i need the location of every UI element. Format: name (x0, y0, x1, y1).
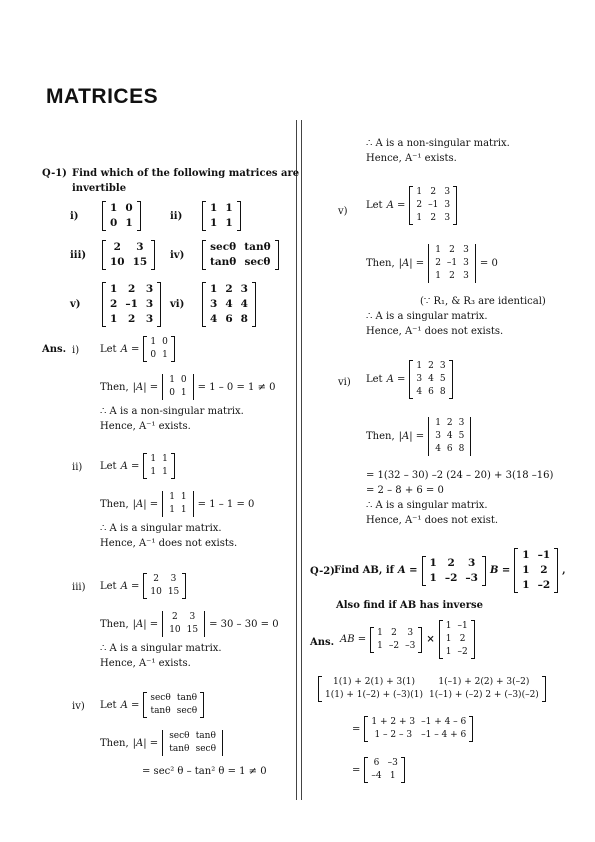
then-row (366, 244, 498, 283)
q2-also: Also find if AB has inverse (336, 600, 483, 611)
q1-option (170, 282, 256, 327)
q2-ab-row (340, 620, 475, 659)
q1-option-label: i) (70, 210, 79, 222)
matrix-cell: 0 (162, 337, 168, 347)
det-lhs: |A| = (398, 258, 425, 269)
matrix-cell: –1 – 4 + 6 (421, 730, 467, 740)
comma: , (562, 565, 566, 576)
matrix-cell: 3 (468, 556, 476, 569)
matrix-cell: 1 (416, 361, 423, 371)
let-label: Let (366, 374, 383, 385)
matrix-cell: 1 (522, 579, 530, 591)
final-row (352, 757, 405, 783)
matrix-cell: secθ (169, 731, 190, 741)
result: = 0 (479, 258, 498, 269)
matrix-cell: 1 (445, 634, 452, 644)
matrix-cell: 2 (449, 271, 455, 281)
matrix-cell: 2 (391, 627, 397, 638)
q1-matrix (202, 282, 256, 327)
matrix-cell: 4 (428, 374, 434, 384)
matrix-cell: –2 (444, 571, 458, 584)
matrix-cell: 1(–1) + (–2) 2 + (–3)(–2) (428, 690, 539, 700)
matrix-cell: 1(–1) + 2(2) + 3(–2) (438, 677, 530, 687)
a-lhs: A = (397, 565, 418, 576)
matrix-cell: 1 (429, 571, 437, 584)
matrix-cell: 4 (225, 298, 233, 310)
times: × (426, 634, 435, 645)
matrix-b (514, 548, 558, 593)
matrix-cell: 3 (463, 271, 469, 281)
q1-matrix (102, 282, 161, 327)
matrix-cell: 3 (458, 418, 465, 428)
matrix-cell: 1 (225, 202, 233, 214)
matrix-cell: 2 (127, 283, 136, 295)
lhs: A = (120, 580, 140, 592)
part-number: vi) (338, 377, 351, 388)
matrix-cell: 1 (435, 418, 441, 428)
matrix-cell: 3 (463, 258, 469, 268)
matrix-cell: –2 (457, 647, 468, 657)
det-lhs: |A| = (132, 737, 159, 749)
let-row (100, 573, 186, 599)
matrix-cell: –3 (405, 640, 416, 651)
conclusion: ∴ A is a non-singular matrix. (100, 406, 244, 417)
matrix-a (409, 360, 452, 399)
column-divider (296, 120, 302, 800)
matrix-cell: 1 (110, 283, 118, 295)
matrix-cell: secθ (176, 706, 198, 716)
eq: = (352, 723, 361, 735)
matrix-cell: –1 (537, 549, 551, 561)
q1-option (170, 201, 241, 231)
b-lhs: B = (489, 565, 511, 576)
matrix-cell: 2 (435, 258, 441, 268)
lhs: A = (120, 343, 140, 355)
then-label: Then, (100, 737, 129, 749)
result: = 1 – 0 = 1 ≠ 0 (197, 381, 276, 393)
det-lhs: |A| = (132, 381, 159, 393)
matrix-cell: tanθ (176, 693, 198, 703)
matrix-cell: 1 (389, 771, 396, 781)
matrix-cell: –1 (457, 621, 468, 631)
matrix-cell: 4 (435, 444, 441, 454)
conclusion-2: Hence, A⁻¹ does not exist. (366, 515, 499, 526)
then-label: Then, (366, 258, 395, 269)
matrix-cell: 1 (150, 467, 157, 477)
let-label: Let (100, 699, 117, 711)
q1-question-2: invertible (72, 183, 127, 194)
conclusion: ∴ A is a singular matrix. (100, 643, 222, 654)
matrix-cell: 1 (435, 271, 441, 281)
matrix-cell: 3 (145, 313, 154, 325)
matrix-cell: 0 (169, 388, 175, 398)
iv-result: = sec² θ – tan² θ = 1 ≠ 0 (142, 766, 267, 777)
matrix-cell: 5 (458, 431, 465, 441)
lhs: A = (386, 200, 406, 211)
determinant (162, 730, 223, 756)
matrix-cell: 1 (416, 187, 423, 197)
matrix-cell: 3 (444, 200, 451, 210)
matrix-cell: 4 (240, 298, 248, 310)
matrix-a (143, 573, 186, 599)
part-number: i) (72, 345, 80, 356)
conclusion: ∴ A is a singular matrix. (100, 523, 222, 534)
matrix-cell: tanθ (169, 744, 190, 754)
matrix-cell: 3 (189, 612, 196, 622)
matrix-cell: 4 (210, 313, 218, 325)
determinant (162, 611, 205, 637)
then-label: Then, (100, 498, 129, 510)
matrix-cell: –2 (537, 579, 551, 591)
matrix-cell: 1 (110, 313, 118, 325)
product-sum (364, 716, 473, 742)
matrix-a (143, 692, 204, 718)
determinant (162, 491, 193, 517)
matrix-cell: 6 (225, 313, 233, 325)
matrix-cell: 6 (446, 444, 453, 454)
matrix-cell: 15 (167, 587, 180, 597)
matrix-cell: 3 (416, 374, 423, 384)
matrix-cell: 6 (373, 758, 380, 768)
part-number: ii) (72, 462, 83, 473)
matrix-a (143, 336, 174, 362)
matrix-cell: 1 (210, 202, 218, 214)
matrix-cell: 1 (180, 388, 187, 398)
let-row (366, 186, 457, 225)
q1-number: Q-1) (42, 168, 67, 179)
let-label: Let (100, 580, 117, 592)
matrix-cell: 1 (169, 492, 175, 502)
v-prev-conclusion-2: Hence, A⁻¹ exists. (366, 153, 457, 164)
matrix-cell: 1 (416, 213, 423, 223)
matrix-cell: –4 (371, 771, 382, 781)
then-row (366, 417, 471, 456)
let-row (100, 692, 204, 718)
matrix-cell: 1 – 2 – 3 (374, 730, 413, 740)
matrix-a (370, 627, 422, 653)
matrix-cell: 1 (210, 217, 218, 229)
q1-option-label: vi) (170, 299, 185, 310)
matrix-cell: –1 (446, 258, 458, 268)
determinant (162, 374, 193, 400)
matrix-cell: 3 (145, 298, 154, 310)
matrix-cell: 8 (458, 444, 465, 454)
conclusion-2: Hence, A⁻¹ does not exists. (100, 538, 238, 549)
then-label: Then, (100, 618, 129, 630)
matrix-cell: 2 (428, 361, 434, 371)
page-title: MATRICES (46, 85, 159, 108)
matrix-cell: 15 (186, 625, 199, 635)
matrix-cell: 3 (407, 627, 414, 638)
matrix-cell: tanθ (210, 256, 237, 268)
matrix-cell: 2 (153, 574, 159, 584)
product-result (364, 757, 404, 783)
matrix-cell: 2 (225, 283, 233, 295)
matrix-cell: 3 (240, 283, 248, 295)
matrix-cell: 1 (162, 350, 168, 360)
q1-matrix (202, 240, 279, 270)
matrix-cell: 3 (444, 213, 451, 223)
result: = 30 – 30 = 0 (209, 618, 279, 630)
part-number: iv) (72, 701, 85, 712)
conclusion-2: Hence, A⁻¹ exists. (100, 658, 191, 669)
matrix-cell: 1 (180, 505, 187, 515)
matrix-cell: 1 (445, 647, 452, 657)
product-expansion (318, 676, 546, 702)
matrix-cell: 2 (446, 418, 453, 428)
q2-ans-label: Ans. (310, 637, 335, 648)
matrix-cell: 1 (377, 627, 383, 638)
matrix-cell: 1 (162, 454, 168, 464)
matrix-cell: 2 (540, 564, 548, 576)
matrix-a (409, 186, 457, 225)
q1-option-label: v) (70, 299, 81, 310)
matrix-cell: 1 (180, 492, 187, 502)
matrix-cell: –1 (125, 298, 138, 310)
matrix-cell: secθ (210, 241, 237, 253)
let-row (100, 453, 175, 479)
matrix-cell: 2 (449, 245, 455, 255)
matrix-cell: 15 (132, 256, 148, 268)
matrix-cell: 3 (439, 361, 446, 371)
det-lhs: |A| = (132, 618, 159, 630)
lhs: A = (120, 699, 140, 711)
q1-option (70, 240, 155, 270)
matrix-cell: 6 (428, 387, 434, 397)
matrix-cell: 3 (435, 431, 441, 441)
matrix-cell: 1 (445, 621, 452, 631)
matrix-cell: 8 (240, 313, 248, 325)
matrix-cell: 0 (125, 202, 133, 214)
matrix-cell: 1 (125, 217, 133, 229)
matrix-cell: –3 (465, 571, 478, 584)
matrix-cell: tanθ (150, 706, 171, 716)
matrix-cell: 1(1) + 2(1) + 3(1) (333, 677, 415, 687)
matrix-cell: 1 (169, 505, 175, 515)
result: = 1 – 1 = 0 (197, 498, 255, 510)
q1-matrix (202, 201, 241, 231)
matrix-cell: –1 (428, 200, 439, 210)
q1-matrix (102, 201, 141, 231)
q1-option-label: iii) (70, 249, 87, 261)
matrix-cell: 3 (145, 283, 154, 295)
then-row (100, 491, 254, 517)
matrix-cell: 2 (110, 298, 118, 310)
matrix-cell: 1 (150, 454, 157, 464)
matrix-cell: 0 (180, 375, 187, 385)
sum-row (352, 716, 473, 742)
matrix-cell: secθ (195, 744, 216, 754)
matrix-cell: 3 (170, 574, 177, 584)
matrix-cell: 1 (377, 640, 383, 651)
matrix-cell: 2 (113, 241, 121, 253)
matrix-cell: 1 (210, 283, 218, 295)
matrix-cell: 4 (416, 387, 423, 397)
det-lhs: |A| = (132, 498, 159, 510)
matrix-cell: –1 + 4 – 6 (421, 717, 467, 727)
then-row (100, 730, 223, 756)
matrix-cell: 10 (150, 587, 162, 597)
matrix-cell: 1 (150, 337, 157, 347)
matrix-cell: 5 (439, 374, 446, 384)
expansion-row (318, 676, 546, 702)
matrix-a (422, 556, 486, 586)
matrix-cell: 2 (430, 187, 437, 197)
matrix-cell: 8 (439, 387, 446, 397)
q1-option (70, 282, 161, 327)
matrix-b (439, 620, 475, 659)
then-row (100, 374, 276, 400)
then-label: Then, (366, 431, 395, 442)
step-1: = 1(32 – 30) –2 (24 – 20) + 3(18 –16) (366, 470, 554, 481)
lhs: A = (386, 374, 406, 385)
matrix-cell: 1 (169, 375, 175, 385)
matrix-cell: 2 (459, 634, 466, 644)
matrix-cell: tanθ (195, 731, 216, 741)
matrix-cell: 2 (127, 313, 136, 325)
matrix-cell: 2 (447, 556, 455, 569)
v-prev-conclusion-1: ∴ A is a non-singular matrix. (366, 138, 510, 149)
matrix-cell: 2 (430, 213, 437, 223)
matrix-cell: 1(1) + 1(–2) + (–3)(1) (325, 690, 423, 700)
matrix-a (143, 453, 174, 479)
matrix-cell: 10 (110, 256, 125, 268)
part-number: v) (338, 206, 348, 217)
q1-matrix (102, 240, 155, 270)
matrix-cell: 1 (435, 245, 441, 255)
determinant (428, 244, 476, 283)
matrix-cell: 1 (429, 556, 437, 569)
q1-option-label: ii) (170, 210, 183, 222)
matrix-cell: 3 (136, 241, 144, 253)
matrix-cell: 1 (522, 549, 530, 561)
q1-option (70, 201, 141, 231)
matrix-cell: –3 (387, 758, 398, 768)
determinant (428, 417, 471, 456)
let-label: Let (100, 460, 117, 472)
matrix-cell: 0 (110, 217, 118, 229)
matrix-cell: tanθ (244, 241, 271, 253)
q2-question: Find AB, if (334, 565, 394, 576)
conclusion: ∴ A is a singular matrix. (366, 311, 488, 322)
then-label: Then, (100, 381, 129, 393)
q1-option-label: iv) (170, 249, 185, 261)
q2-row (334, 548, 566, 593)
matrix-cell: 1 (225, 217, 233, 229)
matrix-cell: 1 + 2 + 3 (371, 717, 416, 727)
conclusion-2: Hence, A⁻¹ does not exists. (366, 326, 504, 337)
q1-question: Find which of the following matrices are (72, 168, 300, 179)
eq: = (352, 764, 361, 776)
step-2: = 2 – 8 + 6 = 0 (366, 485, 444, 496)
matrix-cell: 1 (110, 202, 118, 214)
let-row (366, 360, 453, 399)
ab-lhs: AB = (340, 634, 367, 645)
matrix-cell: 3 (444, 187, 451, 197)
matrix-cell: 2 (416, 200, 423, 210)
matrix-cell: secθ (150, 693, 171, 703)
matrix-cell: 0 (150, 350, 157, 360)
q2-number: Q-2) (310, 566, 335, 577)
ans1-label: Ans. (42, 344, 67, 355)
then-row (100, 611, 279, 637)
lhs: A = (120, 460, 140, 472)
part-number: iii) (72, 582, 86, 593)
matrix-cell: 4 (446, 431, 453, 441)
matrix-cell: 1 (522, 564, 530, 576)
let-label: Let (100, 343, 117, 355)
conclusion-2: Hence, A⁻¹ exists. (100, 421, 191, 432)
matrix-cell: 10 (169, 625, 181, 635)
det-lhs: |A| = (398, 431, 425, 442)
matrix-cell: 3 (210, 298, 218, 310)
matrix-cell: 3 (463, 245, 469, 255)
note: (∵ R₁, & R₃ are identical) (420, 296, 546, 307)
matrix-cell: –2 (388, 640, 400, 651)
matrix-cell: 2 (172, 612, 178, 622)
let-row (100, 336, 175, 362)
matrix-cell: 1 (162, 467, 168, 477)
let-label: Let (366, 200, 383, 211)
matrix-cell: secθ (244, 256, 271, 268)
q1-option (170, 240, 279, 270)
conclusion: ∴ A is a singular matrix. (366, 500, 488, 511)
